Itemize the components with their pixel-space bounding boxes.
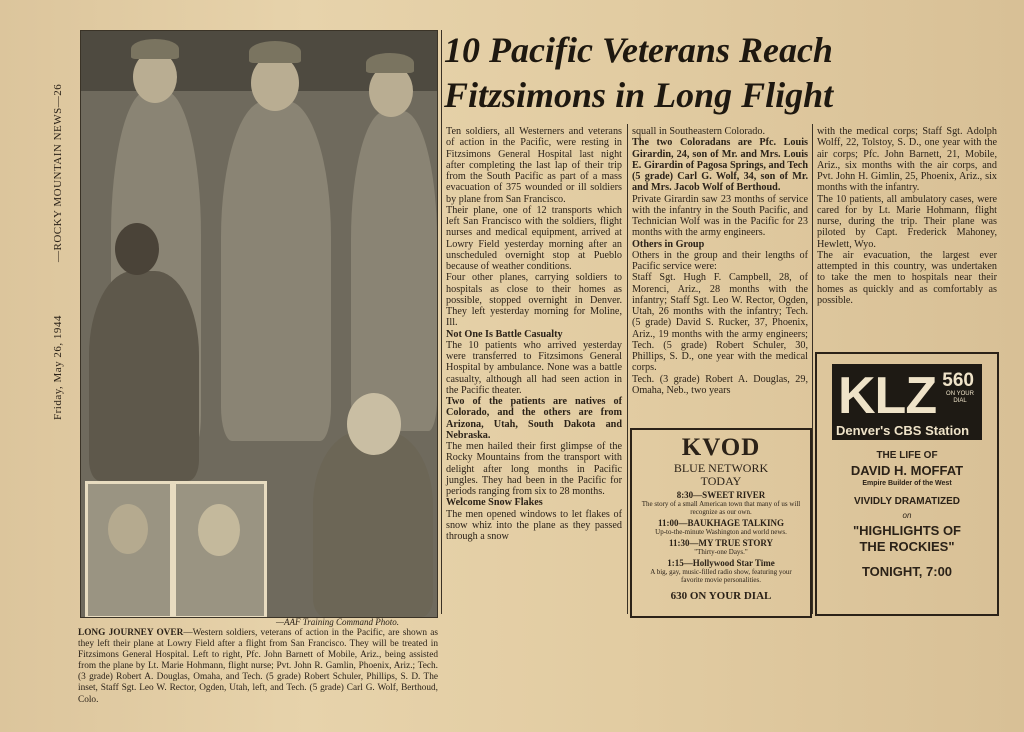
kvod-program-4: 1:15—Hollywood Star Time	[667, 558, 775, 568]
kvod-radio-ad	[630, 428, 812, 618]
klz-station: Denver's CBS Station	[836, 423, 970, 438]
masthead-page: —ROCKY MOUNTAIN NEWS—26	[52, 83, 64, 262]
headline	[444, 28, 1014, 118]
kvod-program-3-desc: "Thirty-one Days."	[694, 548, 748, 556]
col1-subhead-2: Welcome Snow Flakes	[446, 497, 543, 509]
klz-line-5: on	[902, 511, 912, 520]
klz-line-6: "HIGHLIGHTS OF	[853, 523, 961, 538]
masthead-date: Friday, May 26, 1944	[52, 315, 64, 420]
caption-lead: LONG JOURNEY OVER	[78, 628, 184, 638]
klz-line-8: TONIGHT, 7:00	[861, 564, 953, 579]
kvod-program-2-desc: Up-to-the-minute Washington and world news.	[655, 528, 787, 536]
article-column-1	[446, 126, 622, 542]
headline-line-2: Fitzsimons in Long Flight	[444, 75, 834, 115]
col1-text-a: Ten soldiers, all Westerners and veterans of action in the Pacific, were resting in Fitzsimons General Hospital last night after completing the last lap of their trip from the South Pacific as part of a mass evacuation of 375 wounded or ill soldiers by plane from San Francisco. Their plane, one of 12 transports which left San Francisco with the soldiers, flight nurses and medical equipment, arrived at Lowry Field yesterday morning after an unscheduled overnight stop at Pueblo because of weather conditions. Four other planes, carrying soldiers to hospitals as close to their homes as possible, stopped overnight in Denver. They left yesterday morning for Moline, Ill.	[446, 126, 622, 329]
headline-line-1: 10 Pacific Veterans Reach	[444, 30, 833, 70]
inset-photo-left	[85, 481, 173, 618]
article-column-2	[632, 126, 808, 396]
klz-line-3: Empire Builder of the West	[862, 480, 952, 487]
col2-text-b: Private Girardin saw 23 months of service with the infantry in the South Pacific, and Technician Wolf was in the Pacific for 23 months with the army engineers.	[632, 193, 808, 239]
klz-logo	[832, 364, 982, 440]
kvod-program-4-desc: A big, gay, music-filled radio show, featuring your favorite movie personalities.	[650, 568, 792, 584]
kvod-call-letters: KVOD	[681, 434, 761, 461]
column-rule	[441, 30, 442, 614]
col1-text-d: The men opened windows to let flakes of snow whiz into the plane as they passed through a snow	[446, 508, 622, 542]
klz-on-dial: ON YOUR DIAL	[946, 391, 974, 404]
col2-text-c: Others in the group and their lengths of Pacific service were: Staff Sgt. Hugh F. Campbell, 28, of Morenci, Ariz., 28 months with the infantry; Staff Sgt. Leo W. Rector, Ogden, Utah, 26 months with the infantry; Tech. (5 grade) David S. Rucker, 37, Phoenix, Ariz., 19 months with the army engineers; Tech. (5 grade) Robert Schuler, 30, Phillips, S. D., one year with the medical corps. Tech. (3 grade) Robert A. Douglas, 29, Omaha, Neb., two years	[632, 249, 808, 396]
col2-text-a: squall in Southeastern Colorado.	[632, 126, 765, 137]
kvod-program-1-desc: The story of a small American town that many of us will recognize as our own.	[641, 500, 801, 516]
kvod-dial: 630 ON YOUR DIAL	[670, 590, 772, 602]
article-column-3: with the medical corps; Staff Sgt. Adolph Wolff, 22, Tolstoy, S. D., one year with the air corps; Pfc. John Barnett, 21, Mobile, Ariz., six months with the air corps, and Pvt. John H. Gimlin, 25, Phoenix, Ariz., six months with the infantry. The 10 patients, all ambulatory cases, were cared for by Lt. Marie Hohmann, flight nurse, during the trip. Their plane was piloted by Capt. Frederick Mahoney, Hewlett, Wyo. The air evacuation, the largest ever attempted in this country, was undertaken to take the men to hospitals near their homes as quickly and as comfortably as possible.	[817, 126, 997, 306]
col1-bold-text: Two of the patients are natives of Colorado, and the others are from Arizona, Utah, South Dakota and Nebraska.	[446, 396, 622, 441]
kvod-program-1: 8:30—SWEET RIVER	[676, 490, 766, 500]
column-rule	[812, 124, 813, 614]
col1-text-c: The men hailed their first glimpse of the Rocky Mountains from the transport with delight after long months in Pacific jungles. They had been in the Pacific for periods ranging from six to 28 months.	[446, 441, 622, 497]
klz-line-1: THE LIFE OF	[876, 450, 938, 461]
col1-text-b: The 10 patients who arrived yesterday were transferred to Fitzsimons General Hospital by ambulance. None was a battle casualty, although all had seen action in the Pacific theater.	[446, 339, 622, 396]
news-photo	[80, 30, 438, 618]
inset-photo-right	[173, 481, 267, 618]
kvod-network: BLUE NETWORK	[673, 461, 769, 475]
col2-bold-text: The two Coloradans are Pfc. Louis Girardin, 24, son of Mr. and Mrs. Louis E. Girardin of Pagosa Springs, and Tech (5 grade) Carl G. Wolf, 34, son of Mr. and Mrs. Jacob Wolf of Berthoud.	[632, 137, 808, 194]
column-rule	[627, 124, 628, 614]
photo-credit: —AAF Training Command Photo.	[276, 617, 400, 627]
col1-subhead-1: Not One Is Battle Casualty	[446, 328, 563, 340]
klz-line-4: VIVIDLY DRAMATIZED	[854, 496, 960, 507]
klz-line-2: DAVID H. MOFFAT	[850, 463, 964, 478]
klz-frequency: 560	[942, 370, 974, 391]
klz-radio-ad	[815, 352, 999, 616]
photo-caption	[78, 628, 438, 706]
kvod-today: TODAY	[700, 474, 742, 488]
kvod-program-2: 11:00—BAUKHAGE TALKING	[658, 518, 784, 528]
klz-line-7: THE ROCKIES"	[859, 539, 955, 554]
col2-subhead: Others in Group	[632, 238, 705, 250]
klz-call-letters: KLZ	[838, 367, 937, 425]
kvod-program-3: 11:30—MY TRUE STORY	[668, 538, 774, 548]
caption-body: —Western soldiers, veterans of action in the Pacific, are shown as they left their plane at Lowry Field after a flight from San Francisco. They will be treated in Fitzsimons General Hospital. Left to right, Pfc. John Barnett of Mobile, Ariz., being assisted from the plane by Lt. Marie Hohmann, flight nurse; Pvt. John R. Gamlin, Phoenix, Ariz.; Tech. (3 grade) Robert A. Douglas, Omaha, and Tech. (5 grade) Robert Schuler, Phillips, S. D. The inset, Staff Sgt. Leo W. Rector, Ogden, Utah, left, and Tech. (5 grade) Carl G. Wolf, Berthoud, Colo.	[78, 628, 438, 705]
